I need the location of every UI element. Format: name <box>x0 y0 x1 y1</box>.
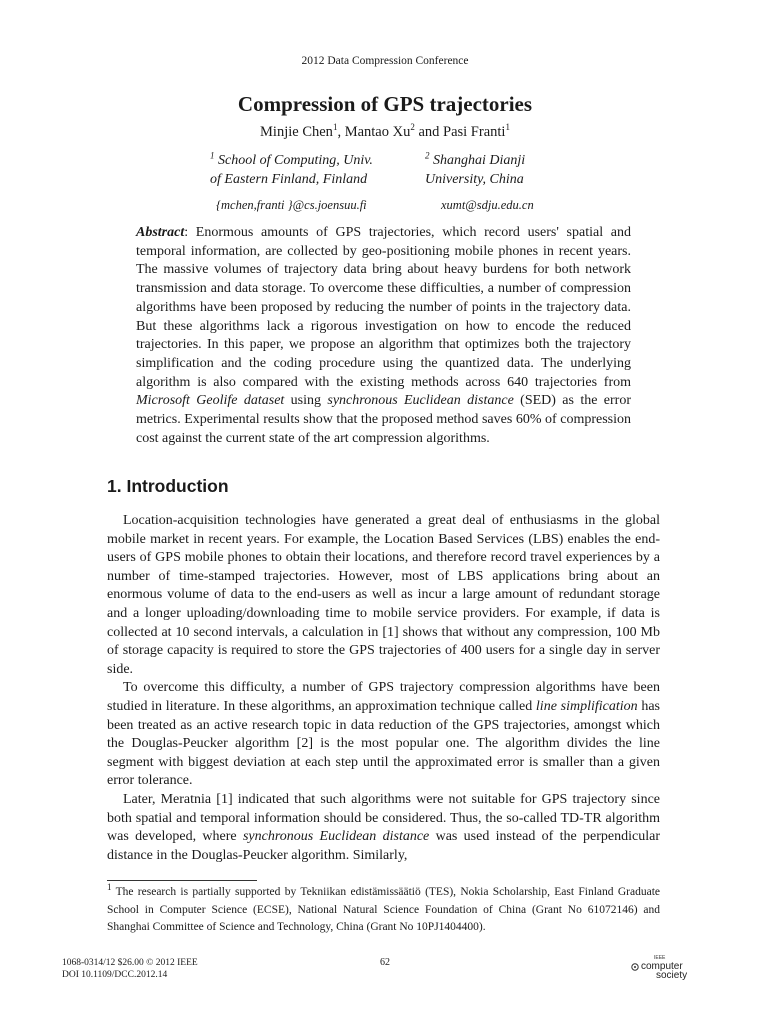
author-sup: 1 <box>505 122 510 133</box>
affiliation-1: $^1$ School of Computing, Univ. of Eastern Finland, Finland <box>210 150 373 187</box>
abstract: Abstract: Enormous amounts of GPS trajectories, which record users' spatial and temporal information, are collected by geo-positioning mobile phones in recent years. The massive volumes of trajectory data bring about heavy burdens for both network transmission and data storage. To overcome these difficulties, a number of compression algorithms have been proposed by reducing the number of points in the trajectory data. But these algorithms lack a rigorous investigation on how to encode the reduced trajectories. In this paper, we propose an algorithm that optimizes both the trajectory simplification and the coding procedure using the quantized data. The underlying algorithm is also compared with the existing methods across 640 trajectories from Microsoft Geolife dataset using synchronous Euclidean distance (SED) as the error metrics. Experimental results show that the proposed method saves 60% of compression cost against the current state of the art compression algorithms. <box>136 225 631 446</box>
logo-society-text: society <box>656 970 688 980</box>
paragraph: Location-acquisition technologies have generated a great deal of enthusiasms in the global mobile market in recent years. For example, the Location Based Services (LBS) enables the end-users of GPS mobile phones to obtain their locations, and therefore record travel experiences by a number of time-stamped trajectories. However, most of LBS applications bring about an enormous volume of data to the end-users as well as incur a large amount of redundant storage and a longer uploading/downloading time to mobile service providers. For example, if data is collected at 10 second intervals, a calculation in [1] shows that without any compression, 100 Mb of storage capacity is required to store the GPS trajectories of 400 users for a single day in server side. <box>107 513 660 677</box>
logo-ieee-text: IEEE <box>654 955 666 961</box>
section-heading: 1. Introduction <box>107 476 229 496</box>
paper-title: Compression of GPS trajectories <box>237 92 533 116</box>
page-number: 62 <box>380 957 390 968</box>
author-list: Minjie Chen$^1$, Mantao Xu$^2$ and Pasi Franti$^1$ <box>260 122 510 140</box>
author-name: Pasi Franti <box>443 124 506 140</box>
conference-header: 2012 Data Compression Conference <box>301 55 469 67</box>
footer-copyright: 1068-0314/12 $26.00 © 2012 IEEE DOI 10.1109/DCC.2012.14 <box>62 958 198 980</box>
author-email-1: {mchen,franti }@cs.joensuu.fi <box>216 198 367 212</box>
author-email-2: xumt@sdju.edu.cn <box>441 198 534 212</box>
paragraph: Later, Meratnia [1] indicated that such algorithms were not suitable for GPS trajectory since both spatial and temporal information should be considered. Thus, the so-called TD-TR algorithm was developed, where synchronous Euclidean distance was used instead of the perpendicular distance in the Douglas-Peucker algorithm. Similarly, <box>107 791 660 863</box>
introduction-body <box>107 512 660 865</box>
author-name: Mantao Xu <box>344 124 411 140</box>
affiliation-2: $^2$ Shanghai Dianji University, China <box>425 150 526 187</box>
author-name: Minjie Chen <box>260 124 333 140</box>
author-sup: 1 <box>332 122 338 133</box>
footnote-divider <box>107 880 257 881</box>
footnote: $^1$ The research is partially supported by Tekniikan edistämissäätiö (TES), Nokia Scholarship, East Finland Graduate School in Computer Science (ECSE), National Natural Science Foundation of China (Grant No 61072146) and Shanghai Committee of Science and Technology, China (Grant No 10PJ1404400). <box>107 882 660 933</box>
paragraph: To overcome this difficulty, a number of GPS trajectory compression algorithms have been studied in literature. In these algorithms, an approximation technique called line simplification has been treated as an active research topic in data reduction of the GPS trajectories, amongst which the Douglas-Peucker algorithm [2] is the most popular one. The algorithm divides the line segment with biggest deviation at each step until the approximated error is smaller than a given error tolerance. <box>107 680 660 789</box>
logo-computer-text: computer <box>641 961 683 972</box>
computer-society-logo <box>630 952 700 980</box>
author-sup: 2 <box>410 122 415 133</box>
abstract-label: Abstract <box>136 225 185 240</box>
